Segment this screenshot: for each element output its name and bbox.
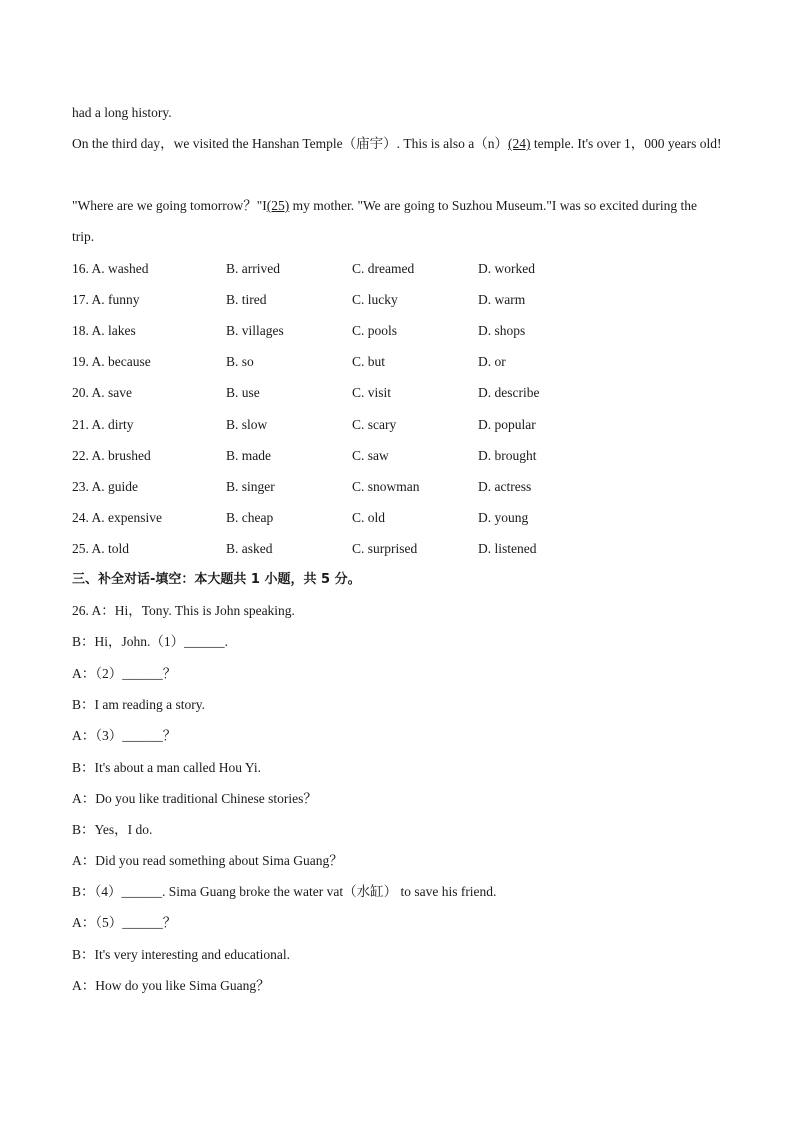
dialogue-line: A：（3）______？ [72, 728, 177, 743]
option-c: C. lucky [352, 292, 398, 307]
option-b: B. slow [226, 417, 268, 432]
option-d: D. popular [478, 417, 536, 432]
option-b: B. made [226, 448, 271, 463]
blank-25: (25) [266, 198, 290, 213]
option-c: C. dreamed [352, 261, 415, 276]
option-c: C. scary [352, 417, 397, 432]
option-b: B. tired [226, 292, 267, 307]
option-a: 16. A. washed [72, 261, 149, 276]
passage-line-history: had a long history. [72, 105, 172, 120]
option-d: D. shops [478, 323, 526, 338]
dialogue-line: B：（4）______. Sima Guang broke the water vat（水缸） to save his friend. [72, 884, 497, 899]
dialogue-line: B：It's about a man called Hou Yi. [72, 760, 262, 775]
option-c: C. surprised [352, 541, 418, 556]
dialogue-line: A：Do you like traditional Chinese stories？ [72, 791, 317, 806]
option-d: D. describe [478, 385, 540, 400]
dialogue-line: B：Yes，I do. [72, 822, 153, 837]
passage-text: temple. It's over 1，000 years old! [530, 136, 722, 151]
option-c: C. but [352, 354, 386, 369]
option-d: D. or [478, 354, 506, 369]
passage-paragraph-temple [72, 128, 722, 159]
option-b: B. use [226, 385, 260, 400]
option-a: 18. A. lakes [72, 323, 136, 338]
option-c: C. pools [352, 323, 398, 338]
option-a: 25. A. told [72, 541, 130, 556]
dialogue-line: A：Did you read something about Sima Guang？ [72, 853, 343, 868]
dialogue-line: A：How do you like Sima Guang？ [72, 978, 270, 993]
option-c: C. visit [352, 385, 392, 400]
option-a: 23. A. guide [72, 479, 138, 494]
option-a: 20. A. save [72, 385, 132, 400]
passage-text: "Where are we going tomorrow？"I [72, 198, 267, 213]
option-a: 24. A. expensive [72, 510, 162, 525]
dialogue-line: 26. A：Hi，Tony. This is John speaking. [72, 603, 295, 618]
option-a: 17. A. funny [72, 292, 140, 307]
option-d: D. warm [478, 292, 526, 307]
option-b: B. singer [226, 479, 275, 494]
passage-text: On the third day，we visited the Hanshan Temple（庙宇）. This is also a（n） [72, 136, 508, 151]
passage-text: my mother. "We are going to Suzhou Museum."I was so excited during the trip. [72, 198, 697, 244]
option-d: D. worked [478, 261, 535, 276]
option-b: B. asked [226, 541, 273, 556]
section-heading: 三、补全对话-填空：本大题共 1 小题，共 5 分。 [72, 572, 361, 587]
dialogue-line: B：I am reading a story. [72, 697, 205, 712]
dialogue-line: A：（5）______？ [72, 915, 177, 930]
option-b: B. cheap [226, 510, 274, 525]
option-c: C. snowman [352, 479, 420, 494]
dialogue-line: B：Hi，John.（1）______. [72, 634, 229, 649]
option-d: D. listened [478, 541, 537, 556]
option-a: 21. A. dirty [72, 417, 134, 432]
blank-24: (24) [508, 136, 531, 151]
option-b: B. so [226, 354, 254, 369]
option-b: B. arrived [226, 261, 280, 276]
dialogue-line: B：It's very interesting and educational. [72, 947, 290, 962]
dialogue-line: A：（2）______？ [72, 666, 177, 681]
option-d: D. young [478, 510, 529, 525]
option-d: D. actress [478, 479, 532, 494]
option-c: C. old [352, 510, 386, 525]
option-d: D. brought [478, 448, 537, 463]
option-a: 19. A. because [72, 354, 151, 369]
passage-paragraph-museum [72, 190, 722, 252]
option-c: C. saw [352, 448, 389, 463]
option-b: B. villages [226, 323, 284, 338]
option-a: 22. A. brushed [72, 448, 151, 463]
